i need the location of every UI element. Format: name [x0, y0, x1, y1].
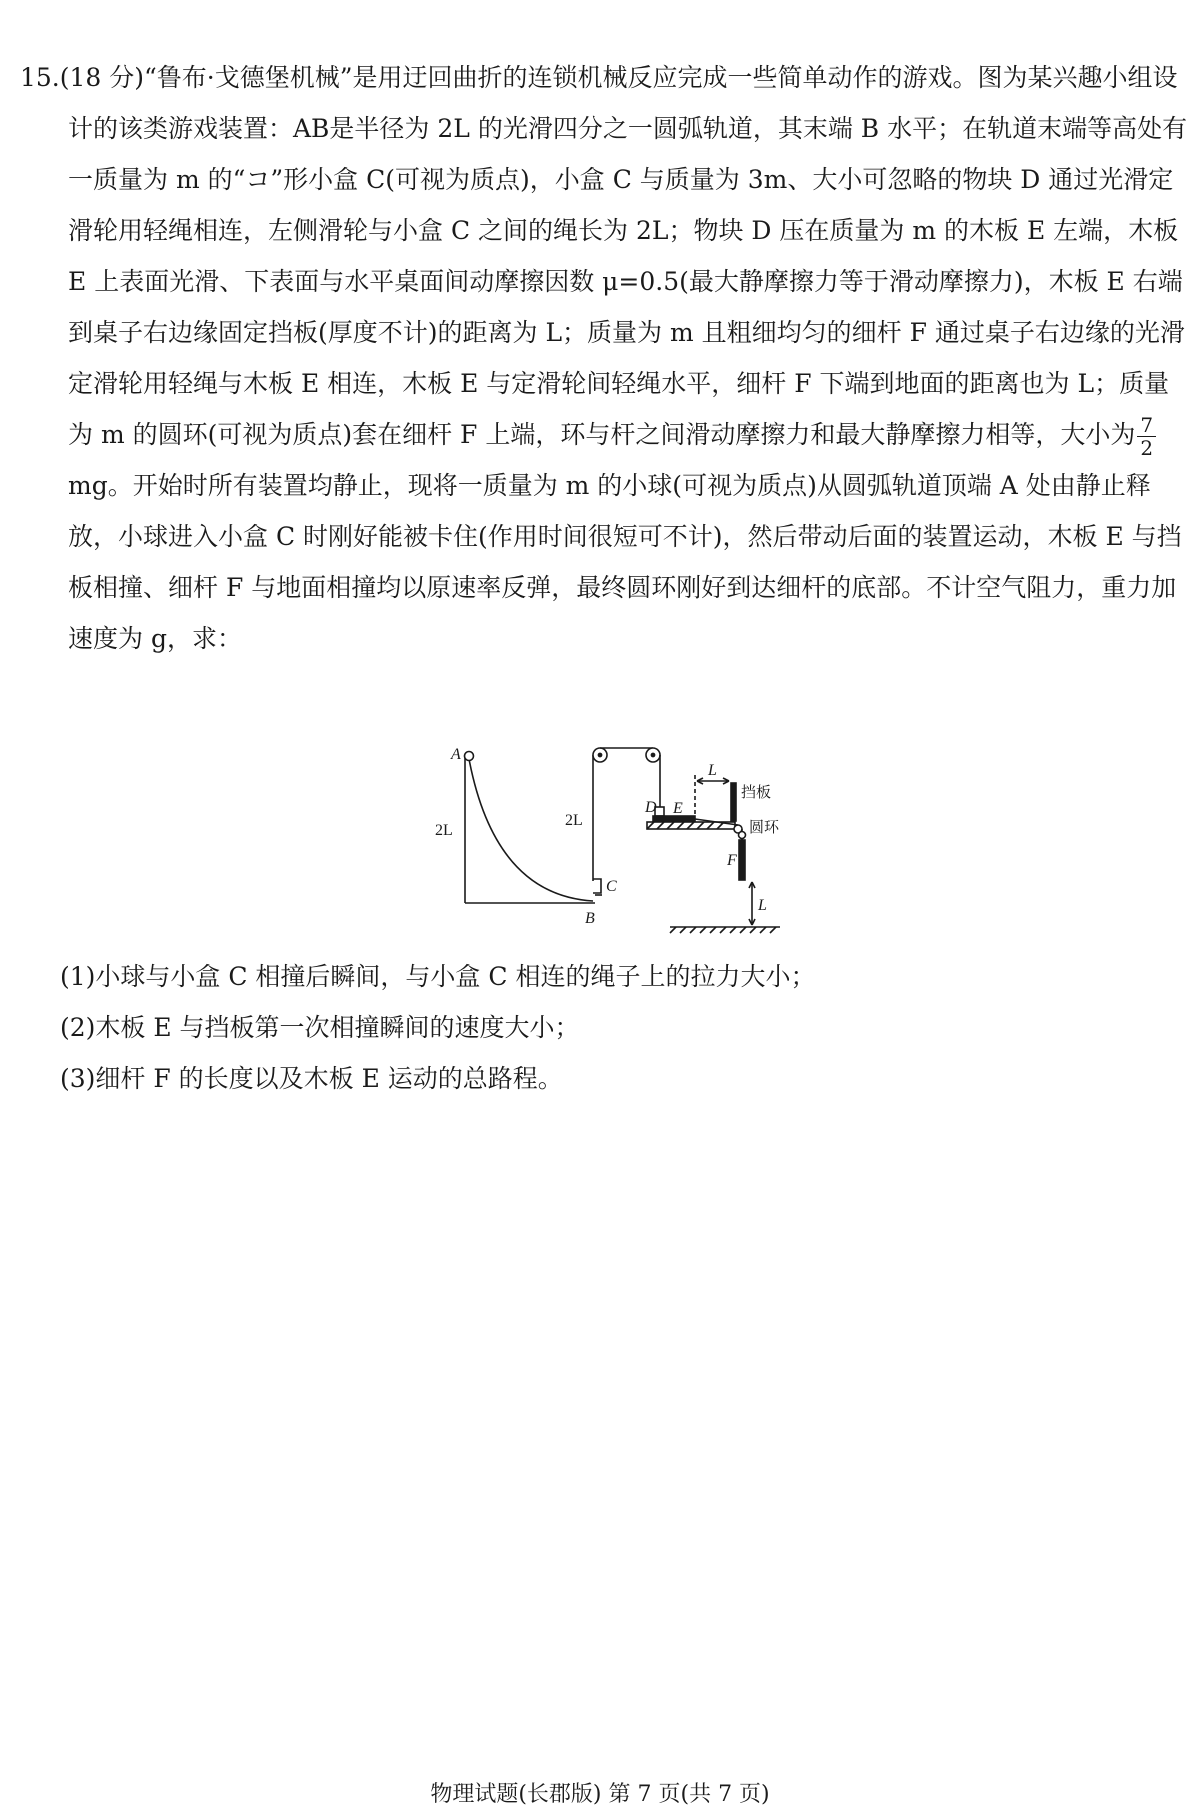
- label-baffle: 挡板: [741, 783, 772, 801]
- apparatus-diagram: [425, 745, 815, 945]
- rod-F: [739, 840, 745, 880]
- ground-hatch: [690, 927, 696, 933]
- label-A: A: [451, 746, 461, 763]
- sub-questions: [60, 951, 815, 1104]
- fraction: [1137, 414, 1156, 459]
- ground-hatch: [710, 927, 716, 933]
- problem-text-part1: (18 分)“鲁布·戈德堡机械”是用迂回曲折的连锁机械反应完成一些简单动作的游戏。图为某兴趣小组设计的该类游戏装置：AB是半径为 2L 的光滑四分之一圆弧轨道，其末端 B 水平；在轨道末端等高处有一质量为 m 的“コ”形小盒 C(可视为质点)，小盒 C 与质量为 3m、大小可忽略的物块 D 通过光滑定滑轮用轻绳相连，左侧滑轮与小盒 C 之间的绳长为 2L；物块 D 压在质量为 m 的木板 E 左端，木板 E 上表面光滑、下表面与水平桌面间动摩擦因数 μ=0.5(最大静摩擦力等于滑动摩擦力)，木板 E 右端到桌子右边缘固定挡板(厚度不计)的距离为 L；质量为 m 且粗细均匀的细杆 F 通过桌子右边缘的光滑定滑轮用轻绳与木板 E 相连，木板 E 与定滑轮间轻绳水平，细杆 F 下端到地面的距离也为 L；质量为 m 的圆环(可视为质点)套在细杆 F 上端，环与杆之间滑动摩擦力和最大静摩擦力相等，大小为: [59, 63, 1188, 449]
- ground-hatch: [670, 927, 676, 933]
- left-pulley-axle: [598, 753, 601, 756]
- problem-statement: [20, 52, 1190, 664]
- page-footer: 物理试题(长郡版) 第 7 页(共 7 页): [430, 1782, 770, 1807]
- problem-text-part2: mg。开始时所有装置均静止，现将一质量为 m 的小球(可视为质点)从圆弧轨道顶端 A 处由静止释放，小球进入小盒 C 时刚好能被卡住(作用时间很短可不计)，然后带动后面的装置运动，木板 E 与挡板相撞、细杆 F 与地面相撞均以原速率反弹，最终圆环刚好到达细杆的底部。不计空气阻力，重力加速度为 g，求：: [68, 471, 1182, 653]
- ground-hatch: [680, 927, 686, 933]
- label-F: F: [727, 852, 737, 869]
- label-ring: 圆环: [749, 818, 780, 836]
- ball-at-A: [465, 752, 474, 761]
- ground-hatch: [730, 927, 736, 933]
- ring: [739, 832, 746, 839]
- question-number: 15.: [20, 63, 60, 92]
- label-L-bottom: L: [758, 897, 767, 914]
- label-L-top: L: [708, 762, 717, 779]
- ground-hatch: [760, 927, 766, 933]
- apparatus-figure: [425, 745, 815, 945]
- label-C: C: [606, 878, 617, 895]
- fraction-denominator: 2: [1140, 436, 1154, 460]
- label-B: B: [585, 910, 595, 927]
- right-pulley-axle: [651, 753, 654, 756]
- sub-question-2: (2)木板 E 与挡板第一次相撞瞬间的速度大小；: [60, 1013, 580, 1042]
- ground-hatch: [770, 927, 776, 933]
- ground-hatch: [740, 927, 746, 933]
- sub-question-1: (1)小球与小盒 C 相撞后瞬间，与小盒 C 相连的绳子上的拉力大小；: [60, 962, 816, 991]
- label-E: E: [673, 800, 683, 817]
- baffle: [731, 783, 736, 821]
- circular-arc-track: [469, 759, 593, 901]
- sub-question-3: (3)细杆 F 的长度以及木板 E 运动的总路程。: [60, 1064, 563, 1093]
- label-radius-2L: 2L: [435, 822, 453, 839]
- ground-hatch: [700, 927, 706, 933]
- label-D: D: [645, 799, 657, 816]
- ground-hatch: [750, 927, 756, 933]
- box-C: [593, 879, 601, 893]
- ground-hatch: [720, 927, 726, 933]
- fraction-numerator: 7: [1137, 414, 1156, 437]
- label-rope-2L: 2L: [565, 812, 583, 829]
